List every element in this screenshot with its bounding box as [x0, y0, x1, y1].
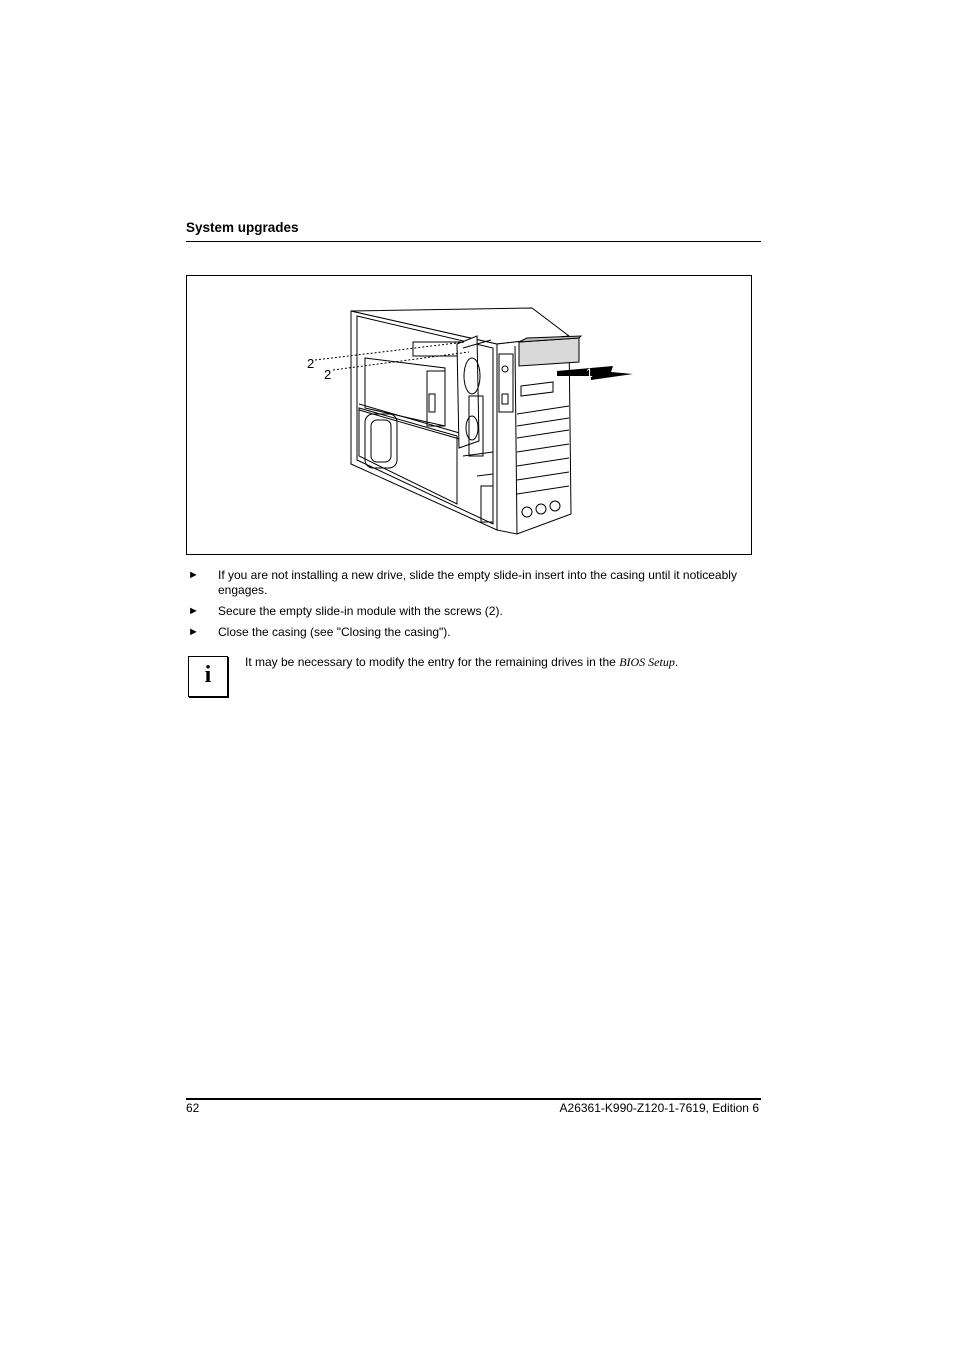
list-item-text: Secure the empty slide-in module with the screws (2).: [218, 604, 503, 618]
info-note-emphasis: BIOS Setup: [619, 655, 675, 669]
bullet-arrow-icon: ►: [188, 626, 199, 638]
bullet-arrow-icon: ►: [188, 569, 199, 581]
header-divider: [186, 241, 761, 242]
list-item: [186, 568, 746, 598]
list-item: [186, 604, 746, 619]
callout-label: 1: [586, 366, 593, 380]
callout-label: 2: [324, 367, 332, 382]
list-item: [186, 625, 746, 640]
page-number: 62: [186, 1101, 200, 1115]
info-note-text: It may be necessary to modify the entry for the remaining drives in the: [245, 655, 620, 669]
info-icon-letter: i: [204, 662, 212, 688]
list-item-text: If you are not installing a new drive, slide the empty slide-in insert into the casing until it noticeably engages.: [218, 568, 737, 597]
section-title: System upgrades: [186, 220, 299, 235]
bullet-arrow-icon: ►: [188, 605, 199, 617]
document-id: A26361-K990-Z120-1-7619, Edition 6: [559, 1101, 759, 1115]
instruction-list: [186, 568, 746, 646]
footer-divider: [186, 1098, 761, 1100]
info-note-end: .: [674, 655, 679, 669]
pc-casing-illustration: [187, 276, 751, 554]
info-note: [245, 655, 678, 670]
list-item-text: Close the casing (see "Closing the casing").: [218, 625, 451, 639]
info-icon: [188, 656, 228, 697]
callout-label: 2: [307, 356, 315, 371]
figure-frame: [186, 275, 752, 555]
